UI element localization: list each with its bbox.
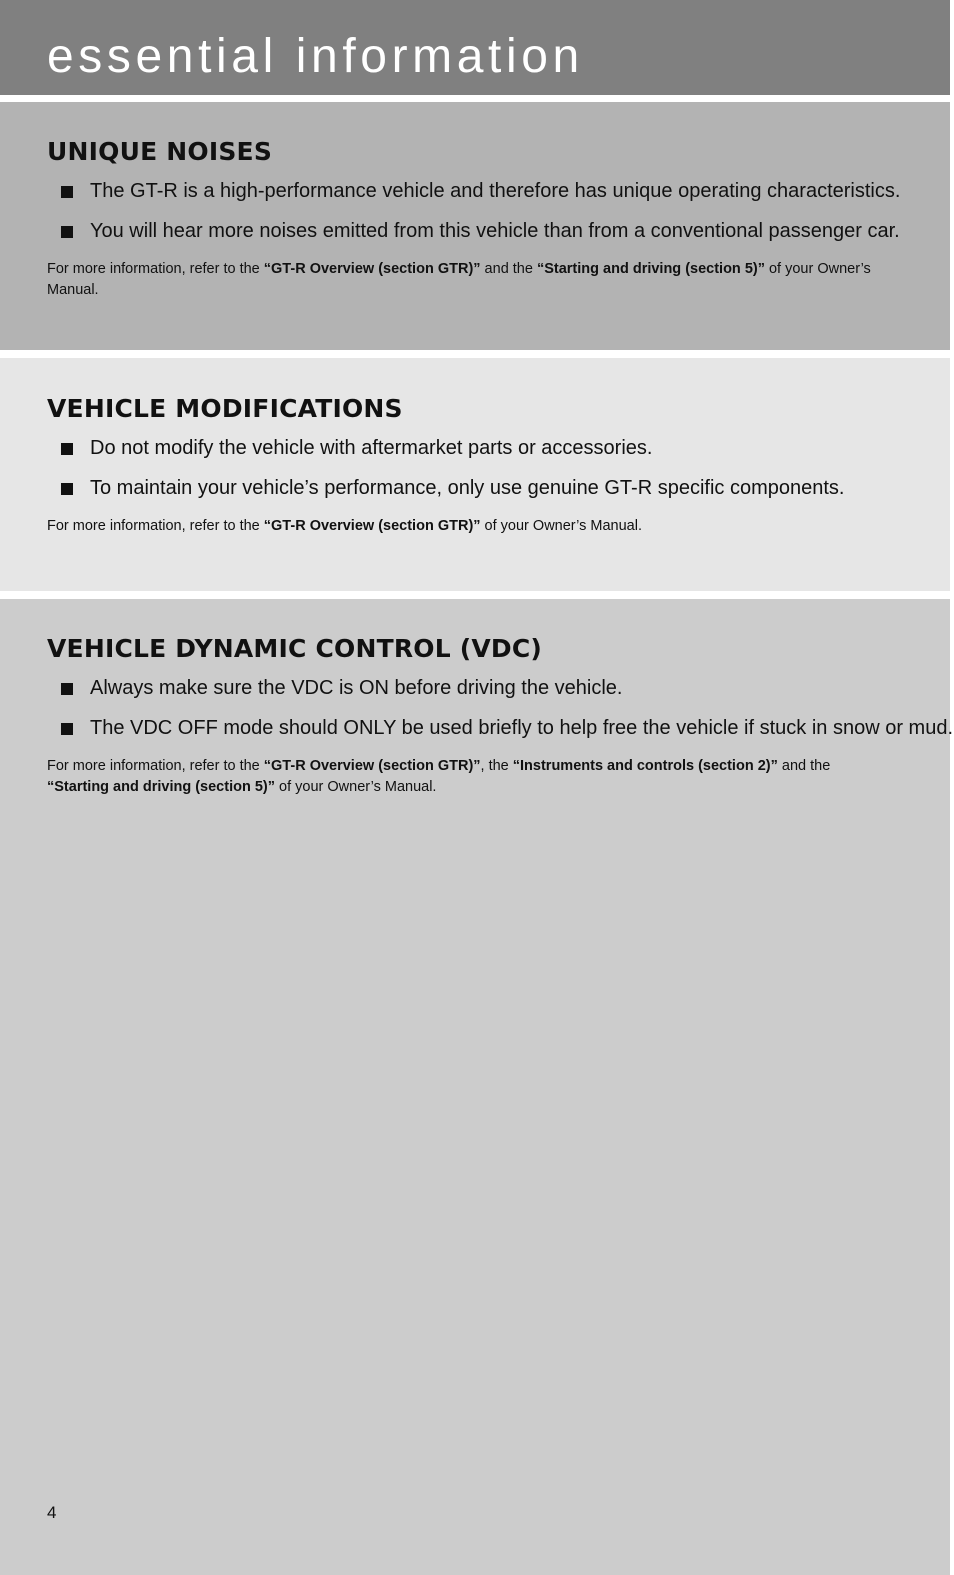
reference-note — [47, 756, 903, 798]
square-bullet-icon — [61, 226, 73, 238]
list-item — [47, 436, 903, 460]
square-bullet-icon — [61, 683, 73, 695]
reference-section-name: “GT-R Overview (section GTR)” — [263, 261, 481, 277]
section-heading: VEHICLE MODIFICATIONS — [47, 394, 403, 423]
page-header — [0, 0, 950, 95]
reference-text: of your Owner’s Manual. — [480, 518, 642, 534]
reference-text: of your Owner’s Manual. — [275, 779, 437, 795]
reference-text: and the — [777, 758, 831, 774]
section-heading: UNIQUE NOISES — [47, 137, 273, 166]
reference-text: For more information, refer to the — [47, 758, 264, 774]
bullet-list — [47, 179, 903, 243]
list-item — [47, 676, 903, 700]
list-item — [47, 716, 953, 740]
reference-text: For more information, refer to the — [47, 261, 264, 277]
bullet-list — [47, 436, 903, 500]
reference-section-name: “Starting and driving (section 5)” — [536, 261, 765, 277]
page-title: essential information — [47, 30, 584, 83]
reference-note — [47, 516, 903, 537]
reference-text: of your Owner’s Manual. — [47, 261, 871, 298]
section-heading: VEHICLE DYNAMIC CONTROL (VDC) — [47, 634, 543, 663]
list-item-text: Always make sure the VDC is ON before driving the vehicle. — [90, 677, 623, 699]
reference-text: , the — [480, 758, 513, 774]
page-number: 4 — [47, 1503, 57, 1522]
reference-section-name: “Instruments and controls (section 2)” — [512, 758, 778, 774]
list-item-text: The GT-R is a high-performance vehicle and therefore has unique operating characteristics. — [90, 180, 901, 202]
reference-section-name: “Starting and driving (section 5)” — [47, 779, 275, 795]
square-bullet-icon — [61, 186, 73, 198]
list-item-text: Do not modify the vehicle with aftermarket parts or accessories. — [90, 437, 653, 459]
list-item-text: You will hear more noises emitted from this vehicle than from a conventional passenger car. — [90, 220, 900, 242]
list-item-text: The VDC OFF mode should ONLY be used briefly to help free the vehicle if stuck in snow or mud. — [90, 717, 953, 739]
section-vehicle-modifications — [0, 358, 950, 591]
reference-note — [47, 259, 903, 301]
section-vdc — [0, 599, 953, 1575]
square-bullet-icon — [61, 483, 73, 495]
reference-section-name: “GT-R Overview (section GTR)” — [263, 518, 481, 534]
reference-section-name: “GT-R Overview (section GTR)” — [263, 758, 481, 774]
square-bullet-icon — [61, 443, 73, 455]
list-item — [47, 179, 903, 203]
section-unique-noises — [0, 102, 950, 350]
list-item — [47, 219, 903, 243]
list-item — [47, 476, 903, 500]
reference-text: and the — [480, 261, 537, 277]
bullet-list — [47, 676, 953, 740]
list-item-text: To maintain your vehicle’s performance, only use genuine GT-R specific components. — [90, 477, 845, 499]
reference-text: For more information, refer to the — [47, 518, 264, 534]
square-bullet-icon — [61, 723, 73, 735]
